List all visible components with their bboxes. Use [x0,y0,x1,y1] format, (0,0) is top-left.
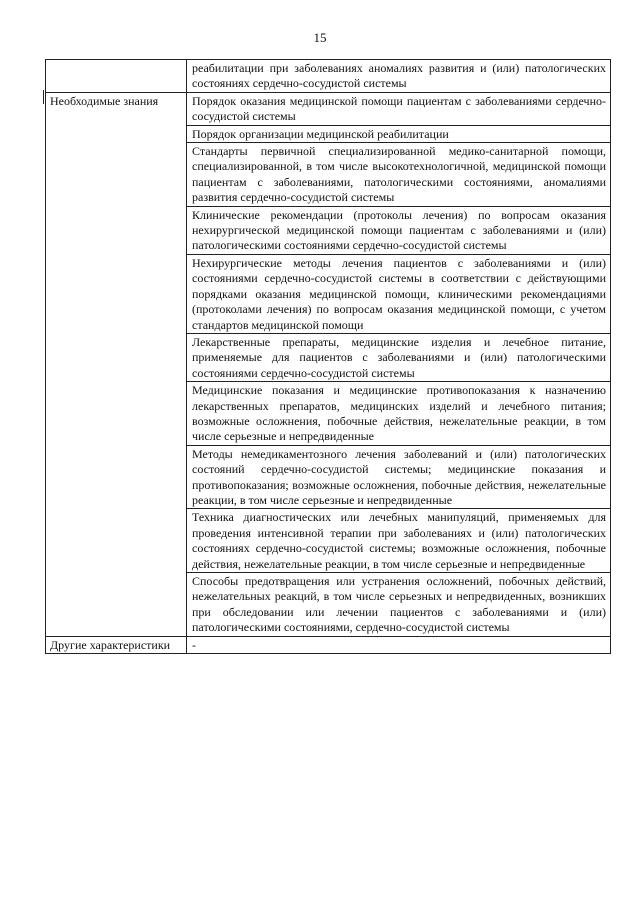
row-label-other-characteristics: Другие характеристики [46,636,187,653]
table-row [46,60,611,93]
content-cell: реабилитации при заболеваниях аномалиях развития и (или) патологических состояниях сердечно-сосудистой системы [187,60,611,93]
competency-table [45,59,611,654]
row-label-empty [46,60,187,93]
content-cell: Лекарственные препараты, медицинские изделия и лечебное питание, применяемые для пациентов с заболеваниями и (или) патологическими состояниями сердечно-сосудистой системы [187,333,611,381]
content-cell: Порядок оказания медицинской помощи пациентам с заболеваниями сердечно-сосудистой системы [187,92,611,125]
content-cell: Медицинские показания и медицинские противопоказания к назначению лекарственных препаратов, медицинских изделий и лечебного питания; возможные осложнения, побочные действия, нежелательные реакции, в том числе серьезные и непредвиденные [187,382,611,446]
content-cell: - [187,636,611,653]
content-cell: Методы немедикаментозного лечения заболеваний и (или) патологических состояний сердечно-сосудистой системы; медицинские показания и противопоказания; возможные осложнения, побочные действия, нежелательные реакции, в том числе серьезные и непредвиденные [187,445,611,509]
content-cell: Способы предотвращения или устранения осложнений, побочных действий, нежелательных реакций, в том числе серьезных и непредвиденных, возникших при обследовании или лечении пациентов с заболеваниями и (или) патологическими состояниями, сердечно-сосудистой системы [187,573,611,637]
content-cell: Техника диагностических или лечебных манипуляций, применяемых для проведения интенсивной терапии при заболеваниях и (или) патологических состояниях сердечно-сосудистой системы; возможные осложнения, побочные действия, нежелательные реакции, в том числе серьезные и непредвиденные [187,509,611,573]
content-cell: Нехирургические методы лечения пациентов с заболеваниями и (или) состояниями сердечно-сосудистой системы в соответствии с действующими порядками оказания медицинской помощи, клиническими рекомендациями (протоколами лечения) по вопросам оказания медицинской помощи, с учетом стандартов медицинской помощи [187,254,611,333]
table-row [46,92,611,125]
margin-marker [43,90,44,104]
content-cell: Клинические рекомендации (протоколы лечения) по вопросам оказания нехирургической медицинской помощи пациентам с заболеваниями и (или) патологическими состояниями сердечно-сосудистой системы [187,206,611,254]
table-row [46,636,611,653]
page-number: 15 [313,30,327,45]
content-cell: Стандарты первичной специализированной медико-санитарной помощи, специализированной, в том числе высокотехнологичной, медицинской помощи пациентам с заболеваниями, патологическими состояниями, аномалиями развития сердечно-сосудистой системы [187,143,611,207]
content-cell: Порядок организации медицинской реабилитации [187,125,611,142]
row-label-required-knowledge: Необходимые знания [46,92,187,636]
